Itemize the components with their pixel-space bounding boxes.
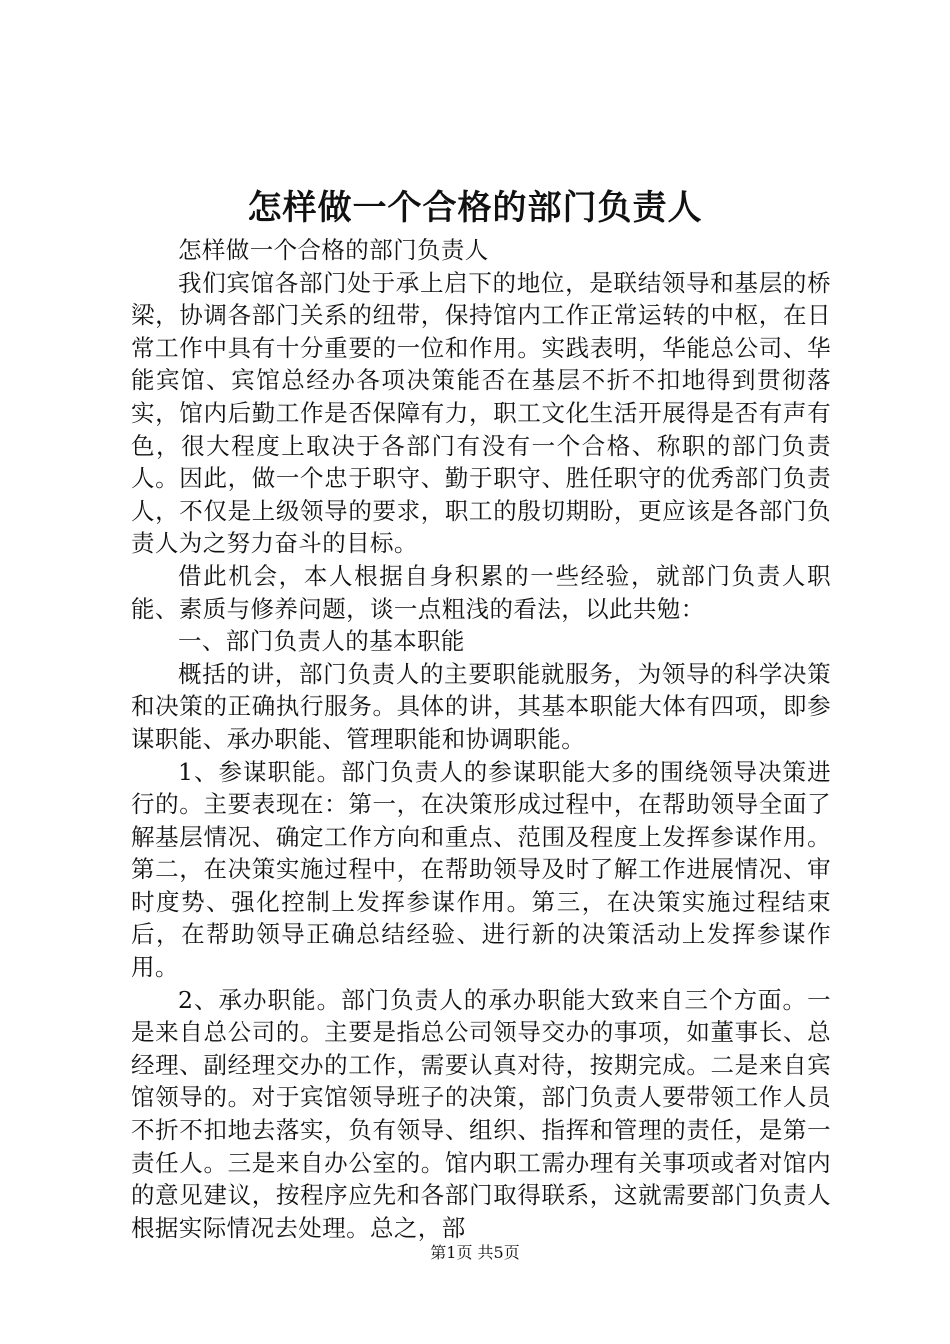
paragraph-undertaking-function: 2、承办职能。部门负责人的承办职能大致来自三个方面。一是来自总公司的。主要是指总公司领导交办的事项，如董事长、总经理、副经理交办的工作，需要认真对待，按期完成。二是来自宾馆领导的。对于宾馆领导班子的决策，部门负责人要带领工作人员不折不扣地去落实，负有领导、组织、指挥和管理的责任，是第一责任人。三是来自办公室的。馆内职工需办理有关事项或者对馆内的意见建议，按程序应先和各部门取得联系，这就需要部门负责人根据实际情况去处理。总之，部	[131, 985, 831, 1242]
page-footer: 第1页 共5页	[430, 1243, 520, 1262]
document-title: 怎样做一个合格的部门负责人	[247, 188, 703, 228]
paragraph-intro: 我们宾馆各部门处于承上启下的地位，是联结领导和基层的桥梁，协调各部门关系的纽带，保持馆内工作正常运转的中枢，在日常工作中具有十分重要的一位和作用。实践表明，华能总公司、华能宾馆、宾馆总经办各项决策能否在基层不折不扣地得到贯彻落实，馆内后勤工作是否保障有力，职工文化生活开展得是否有声有色，很大程度上取决于各部门有没有一个合格、称职的部门负责人。因此，做一个忠于职守、勤于职守、胜任职守的优秀部门负责人，不仅是上级领导的要求，职工的殷切期盼，更应该是各部门负责人为之努力奋斗的目标。	[131, 268, 831, 558]
section-heading-basic-functions: 一、部门负责人的基本职能	[178, 627, 465, 656]
paragraph-purpose: 借此机会，本人根据自身积累的一些经验，就部门负责人职能、素质与修养问题，谈一点粗浅的看法，以此共勉：	[131, 561, 831, 623]
document-body	[131, 234, 831, 1244]
paragraph-subtitle: 怎样做一个合格的部门负责人	[178, 236, 489, 264]
paragraph-functions-overview: 概括的讲，部门负责人的主要职能就服务，为领导的科学决策和决策的正确执行服务。具体的讲，其基本职能大体有四项，即参谋职能、承办职能、管理职能和协调职能。	[131, 659, 831, 753]
paragraph-advisory-function: 1、参谋职能。部门负责人的参谋职能大多的围绕领导决策进行的。主要表现在：第一，在决策形成过程中，在帮助领导全面了解基层情况、确定工作方向和重点、范围及程度上发挥参谋作用。第二，在决策实施过程中，在帮助领导及时了解工作进展情况、审时度势、强化控制上发挥参谋作用。第三，在决策实施过程结束后，在帮助领导正确总结经验、进行新的决策活动上发挥参谋作用。	[131, 757, 831, 982]
